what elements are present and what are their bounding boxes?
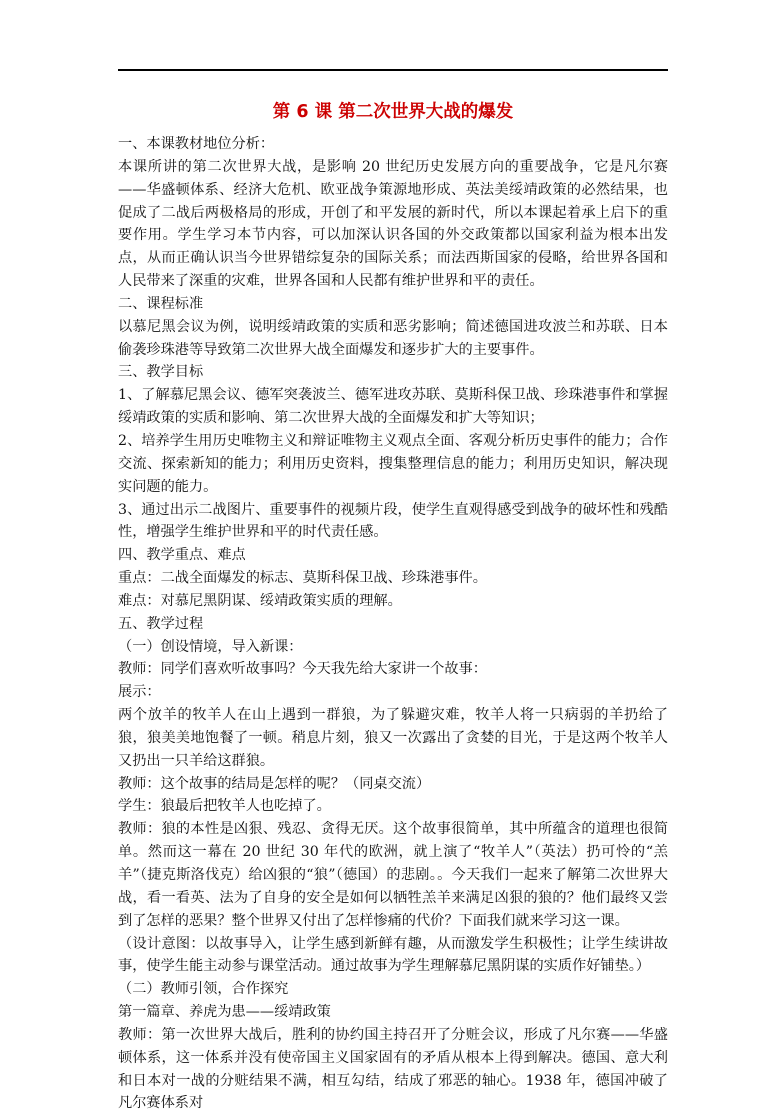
paragraph: （设计意图：以故事导入，让学生感到新鲜有趣，从而激发学生积极性；让学生续讲故事，使学生能主动参与课堂活动。通过故事为学生理解慕尼黑阴谋的实质作好铺垫。） — [118, 935, 668, 975]
page-title: 第 6 课 第二次世界大战的爆发 — [272, 102, 514, 122]
paragraph: 展示： — [118, 684, 161, 701]
paragraph: （二）教师引领，合作探究 — [118, 981, 289, 998]
section-heading: 一、本课教材地位分析： — [118, 136, 275, 152]
paragraph: 学生：狼最后把牧羊人也吃掉了。 — [118, 798, 331, 815]
paragraph: 以慕尼黑会议为例，说明绥靖政策的实质和恶劣影响；简述德国进攻波兰和苏联、日本偷袭珍珠港等导致第二次世界大战全面爆发和逐步扩大的主要事件。 — [118, 318, 668, 358]
section-heading: 四、教学重点、难点 — [118, 547, 246, 564]
section-heading: 二、课程标准 — [118, 295, 204, 312]
paragraph: 教师：第一次世界大战后，胜利的协约国主持召开了分赃会议，形成了凡尔赛——华盛顿体系，这一体系并没有使帝国主义国家固有的矛盾从根本上得到解决。德国、意大利和日本对一战的分赃结果不满，相互勾结，结成了邪恶的轴心。1938 年，德国冲破了凡尔赛体系对 — [118, 1026, 668, 1112]
paragraph: 教师：狼的本性是凶狠、残忍、贪得无厌。这个故事很简单，其中所蕴含的道理也很简单。然而这一幕在 20 世纪 30 年代的欧洲，就上演了“牧羊人”（英法）扔可怜的“羔羊”（捷克斯洛伐克）给凶狠的“狼”（德国）的悲剧。。今天我们一起来了解第二次世界大战，看一看英、法为了自身的安全是如何以牺牲羔羊来满足凶狠的狼的？他们最终又尝到了怎样的恶果？整个世界又付出了怎样惨痛的代价？下面我们就来学习这一课。 — [118, 821, 668, 929]
paragraph: （一）创设情境，导入新课： — [118, 638, 303, 655]
paragraph: 2、培养学生用历史唯物主义和辩证唯物主义观点全面、客观分析历史事件的能力；合作交流、探索新知的能力；利用历史资料，搜集整理信息的能力；利用历史知识，解决现实问题的能力。 — [118, 432, 668, 495]
paragraph: 第一篇章、养虎为患——绥靖政策 — [118, 1004, 331, 1021]
section-heading: 五、教学过程 — [118, 615, 204, 632]
paragraph: 本课所讲的第二次世界大战，是影响 20 世纪历史发展方向的重要战争，它是凡尔赛——华盛顿体系、经济大危机、欧亚战争策源地形成、英法美绥靖政策的必然结果，也促成了二战后两极格局的形成，开创了和平发展的新时代，所以本课起着承上启下的重要作用。学生学习本节内容，可以加深认识各国的外交政策都以国家利益为根本出发点，从而正确认识当今世界错综复杂的国际关系；而法西斯国家的侵略，给世界各国和人民带来了深重的灾难，世界各国和人民都有维护世界和平的责任。 — [118, 158, 668, 290]
paragraph: 重点：二战全面爆发的标志、莫斯科保卫战、珍珠港事件。 — [118, 570, 487, 587]
document-body — [118, 133, 668, 1115]
paragraph: 教师：同学们喜欢听故事吗？今天我先给大家讲一个故事： — [118, 661, 487, 678]
paragraph: 难点：对慕尼黑阴谋、绥靖政策实质的理解。 — [118, 592, 402, 609]
section-heading: 三、教学目标 — [118, 364, 204, 381]
paragraph: 1、了解慕尼黑会议、德军突袭波兰、德军进攻苏联、莫斯科保卫战、珍珠港事件和掌握绥靖政策的实质和影响、第二次世界大战的全面爆发和扩大等知识； — [118, 387, 668, 427]
paragraph: 教师：这个故事的结局是怎样的呢？（同桌交流） — [118, 775, 431, 792]
paragraph: 两个放羊的牧羊人在山上遇到一群狼，为了躲避灾难，牧羊人将一只病弱的羊扔给了狼，狼美美地饱餐了一顿。稍息片刻，狼又一次露出了贪婪的目光，于是这两个牧羊人又扔出一只羊给这群狼。 — [118, 707, 668, 769]
header-rule — [118, 69, 668, 71]
paragraph: 3、通过出示二战图片、重要事件的视频片段，使学生直观得感受到战争的破坏性和残酷性，增强学生维护世界和平的时代责任感。 — [118, 501, 668, 541]
